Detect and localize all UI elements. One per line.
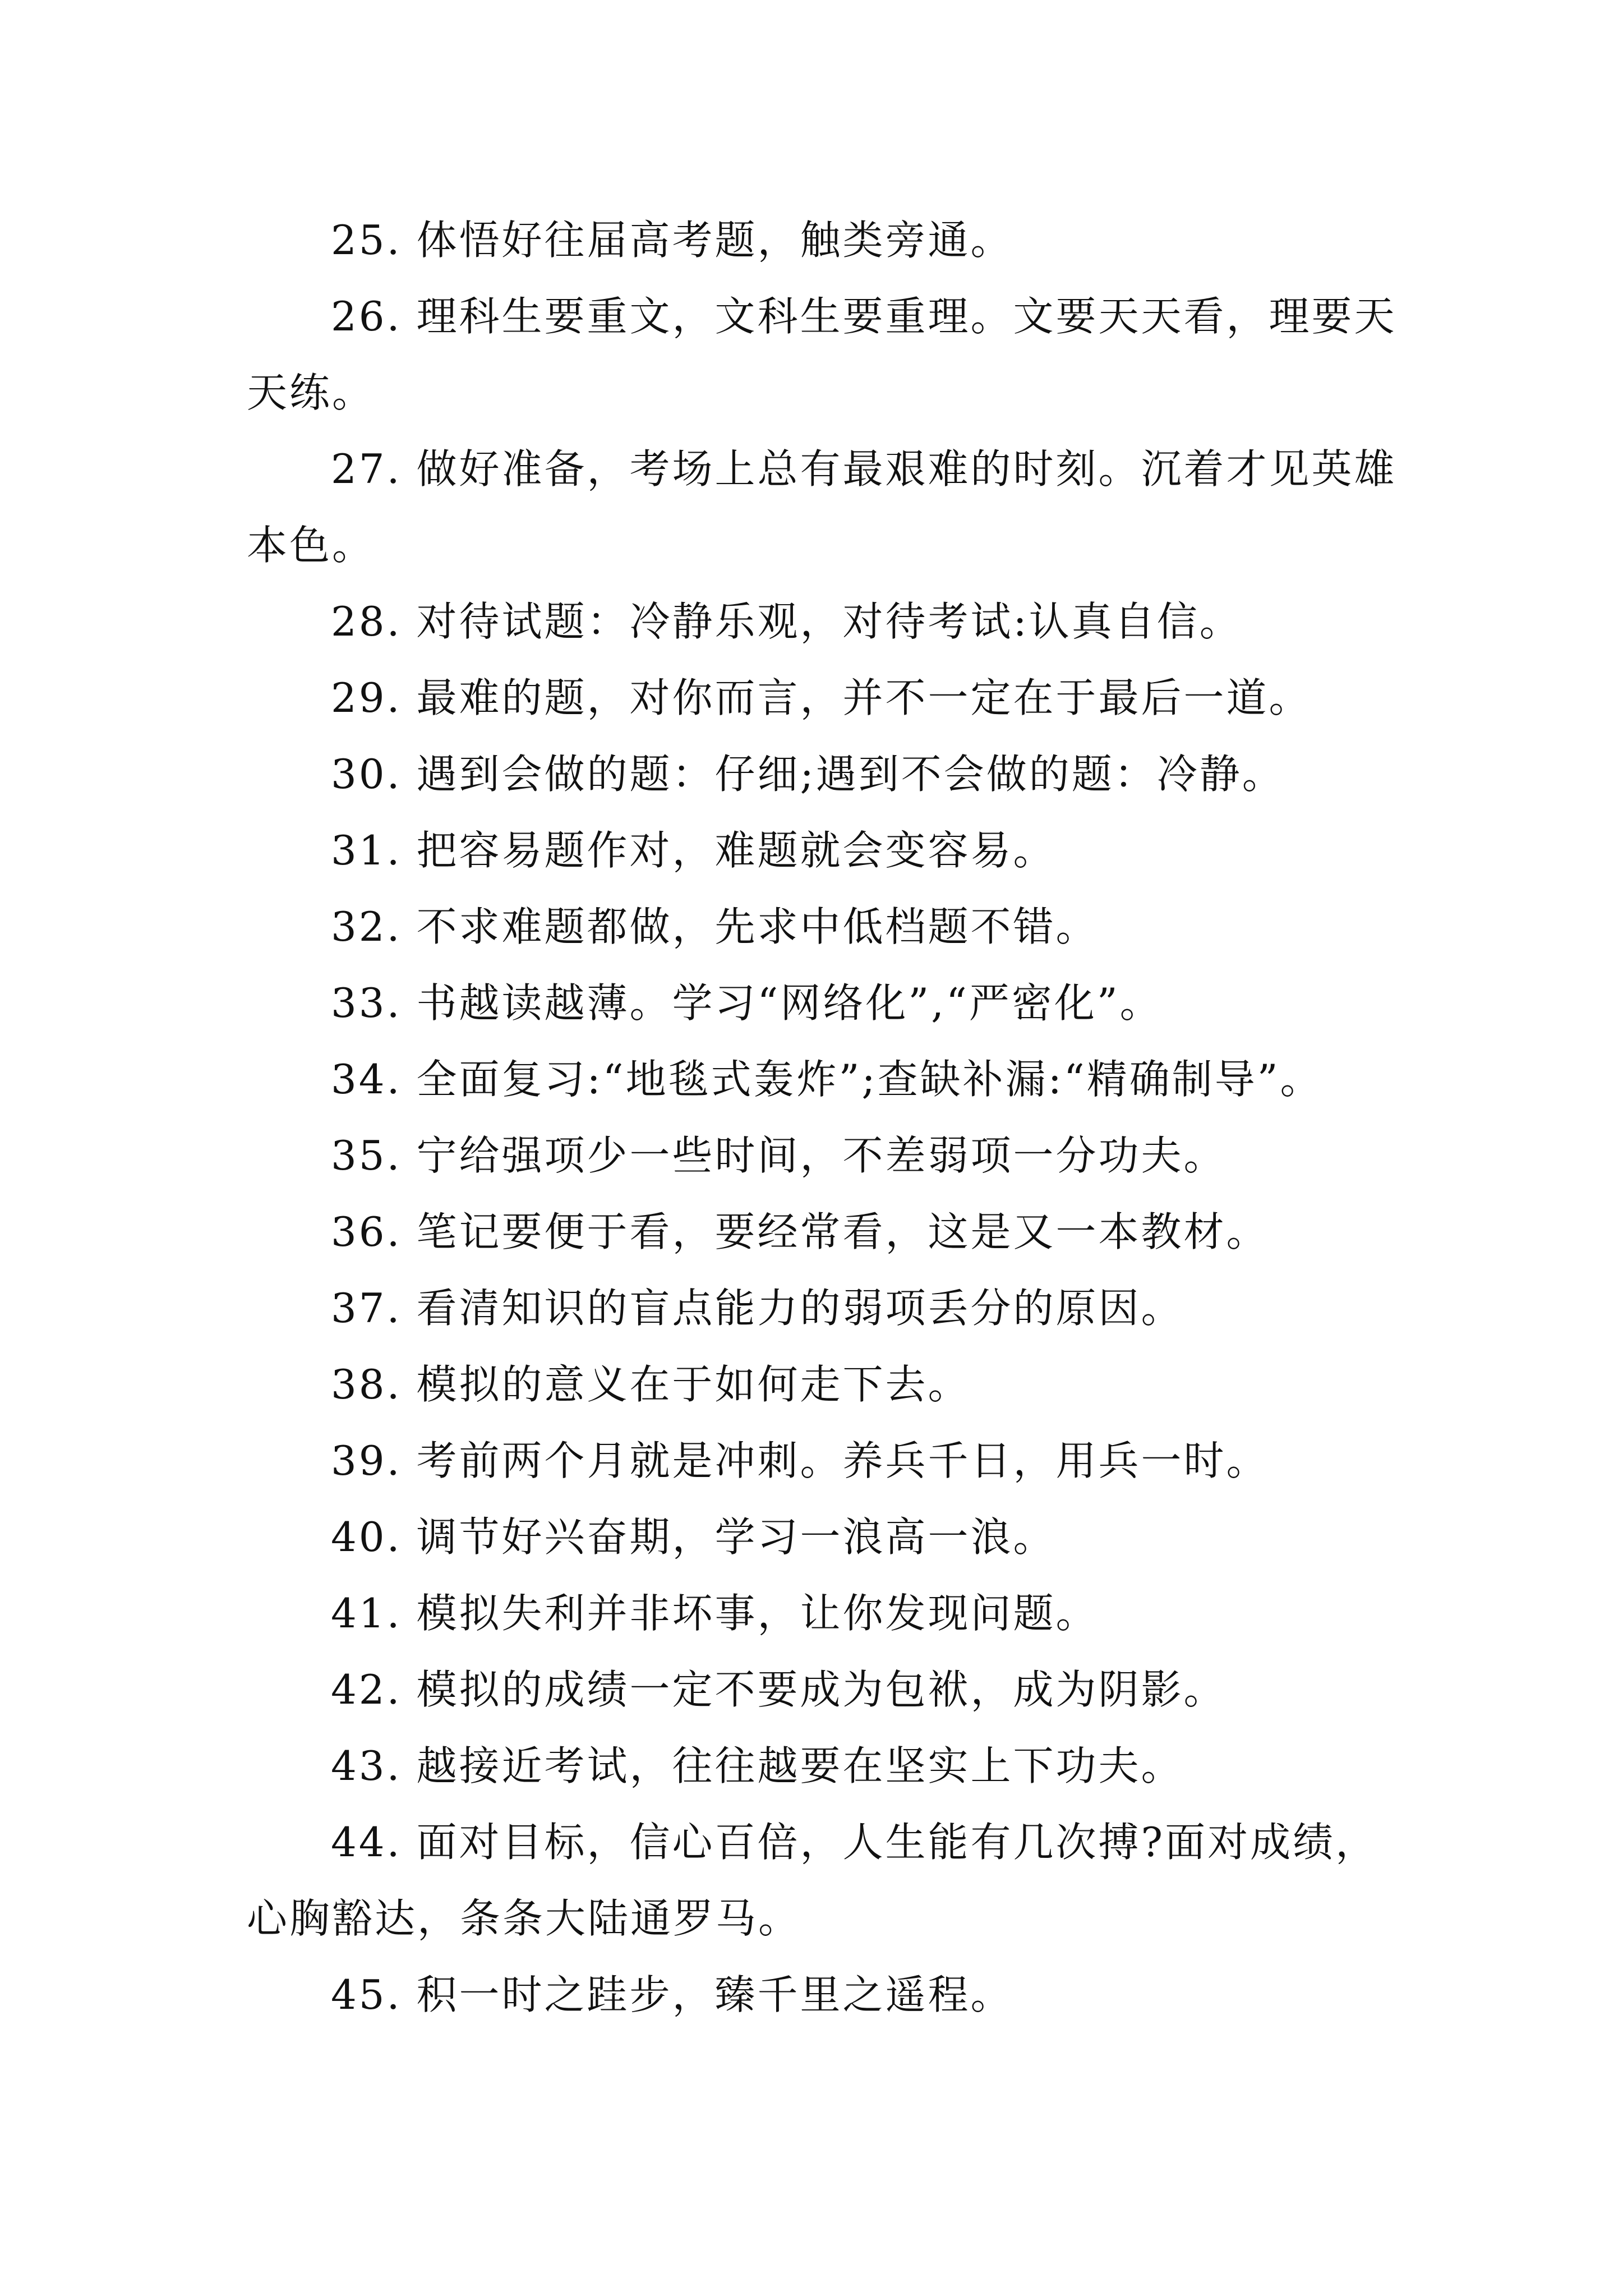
item-number: 37. <box>331 1285 402 1332</box>
list-item <box>247 278 1413 431</box>
item-text: 遇到会做的题：仔细;遇到不会做的题：冷静。 <box>416 751 1285 798</box>
list-item <box>247 1346 1413 1423</box>
item-text: 积一时之跬步，臻千里之遥程。 <box>416 1971 1013 2018</box>
list-item <box>247 1575 1413 1651</box>
item-number: 29. <box>331 674 402 721</box>
list-item <box>247 1423 1413 1499</box>
item-text: 全面复习:“地毯式轰炸”;查缺补漏:“精确制导”。 <box>416 1056 1323 1103</box>
item-text: 模拟的意义在于如何走下去。 <box>416 1361 971 1408</box>
list-item <box>247 889 1413 965</box>
item-number: 42. <box>331 1666 402 1713</box>
item-number: 34. <box>331 1056 402 1103</box>
list-item <box>247 1804 1413 1957</box>
item-number: 33. <box>331 979 402 1027</box>
item-text: 看清知识的盲点能力的弱项丢分的原因。 <box>416 1285 1184 1332</box>
item-number: 30. <box>331 751 402 798</box>
list-item <box>247 1651 1413 1728</box>
item-text: 模拟的成绩一定不要成为包袱，成为阴影。 <box>416 1666 1227 1713</box>
list-item <box>247 965 1413 1041</box>
item-text: 最难的题，对你而言，并不一定在于最后一道。 <box>416 674 1312 721</box>
item-number: 35. <box>331 1132 402 1179</box>
list-item <box>247 1728 1413 1804</box>
list-item <box>247 736 1413 812</box>
quote-list <box>247 202 1413 2033</box>
list-item <box>247 1270 1413 1346</box>
item-number: 45. <box>331 1971 402 2018</box>
item-text: 把容易题作对，难题就会变容易。 <box>416 827 1056 874</box>
item-text: 宁给强项少一些时间，不差弱项一分功夫。 <box>416 1132 1227 1179</box>
item-text: 不求难题都做，先求中低档题不错。 <box>416 903 1099 950</box>
item-text: 调节好兴奋期，学习一浪高一浪。 <box>416 1513 1056 1561</box>
item-number: 26. <box>331 293 402 340</box>
item-text: 做好准备，考场上总有最艰难的时刻。沉着才见英雄本色。 <box>247 445 1397 569</box>
list-item <box>247 660 1413 736</box>
list-item <box>247 431 1413 583</box>
item-number: 39. <box>331 1437 402 1484</box>
list-item <box>247 1041 1413 1117</box>
item-number: 36. <box>331 1208 402 1255</box>
list-item <box>247 583 1413 660</box>
item-number: 27. <box>331 445 402 493</box>
item-number: 43. <box>331 1742 402 1789</box>
item-text: 面对目标，信心百倍，人生能有几次搏?面对成绩，心胸豁达，条条大陆通罗马。 <box>247 1819 1378 1942</box>
item-text: 笔记要便于看，要经常看，这是又一本教材。 <box>416 1208 1269 1255</box>
list-item <box>247 1117 1413 1194</box>
item-number: 25. <box>331 217 402 264</box>
list-item <box>247 1957 1413 2033</box>
item-number: 38. <box>331 1361 402 1408</box>
item-text: 模拟失利并非坏事，让你发现问题。 <box>416 1590 1099 1637</box>
item-number: 32. <box>331 903 402 950</box>
item-text: 书越读越薄。学习“网络化”,“严密化”。 <box>416 979 1163 1027</box>
item-number: 28. <box>331 598 402 645</box>
item-text: 对待试题：冷静乐观，对待考试:认真自信。 <box>416 598 1242 645</box>
list-item <box>247 1499 1413 1575</box>
item-number: 31. <box>331 827 402 874</box>
item-number: 41. <box>331 1590 402 1637</box>
list-item <box>247 1194 1413 1270</box>
item-text: 考前两个月就是冲刺。养兵千日，用兵一时。 <box>416 1437 1269 1484</box>
list-item <box>247 202 1413 278</box>
item-text: 理科生要重文，文科生要重理。文要天天看，理要天天练。 <box>247 293 1397 416</box>
item-text: 越接近考试，往往越要在坚实上下功夫。 <box>416 1742 1184 1789</box>
item-number: 44. <box>331 1819 402 1866</box>
item-number: 40. <box>331 1513 402 1561</box>
list-item <box>247 812 1413 889</box>
item-text: 体悟好往届高考题，触类旁通。 <box>416 217 1013 264</box>
